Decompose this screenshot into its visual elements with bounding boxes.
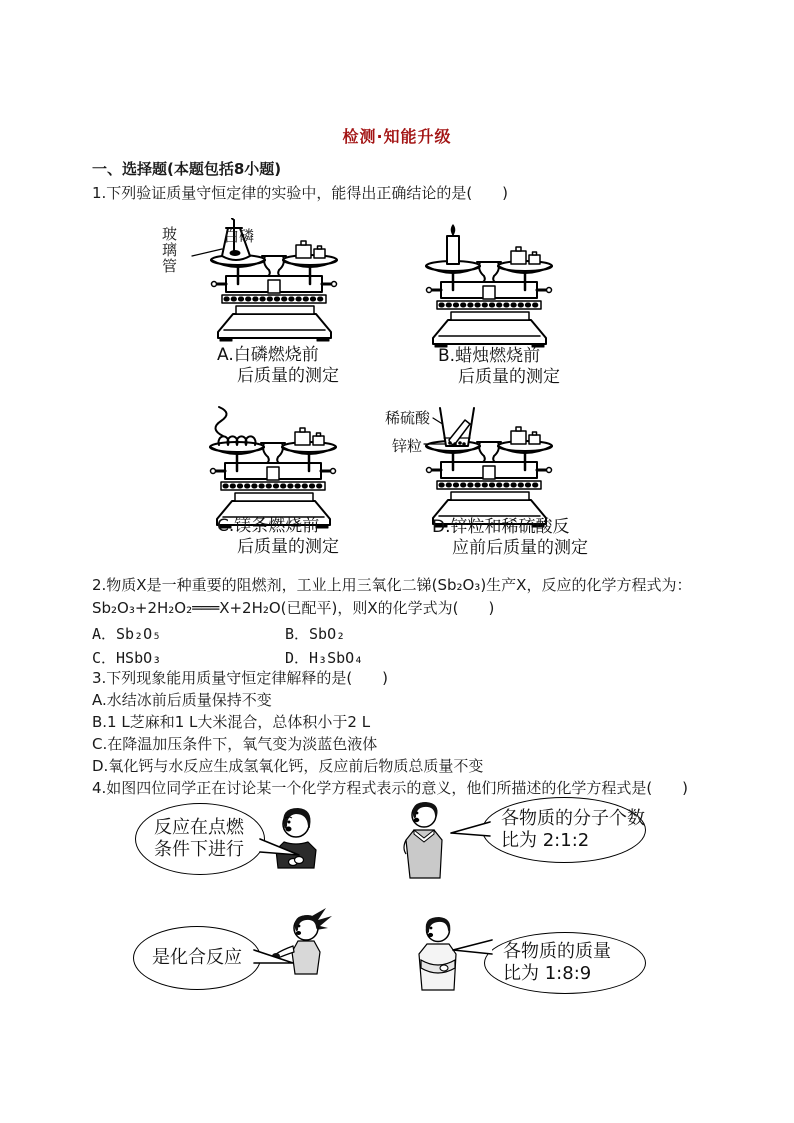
bubble-2-tail <box>450 820 492 840</box>
caption-line: A.白磷燃烧前 <box>217 345 319 365</box>
student-mouth <box>286 827 292 832</box>
glass-tube-leader-line <box>192 249 222 256</box>
bubble-4-tail <box>452 938 494 958</box>
bubble-text-line: 比为 1:8:9 <box>503 963 592 984</box>
girl-dress <box>292 941 320 974</box>
speech-bubble-3 <box>133 926 261 990</box>
caption-line: 后质量的测定 <box>458 367 560 387</box>
dilute-sulfuric-acid-label: 稀硫酸 <box>385 409 431 427</box>
student-2-illustration <box>400 800 454 896</box>
caption-line: 后质量的测定 <box>237 537 339 557</box>
student-mouth <box>296 931 301 935</box>
balance-scale-a-illustration <box>158 218 368 344</box>
candle <box>447 236 459 264</box>
white-phosphorus-label: 白磷 <box>224 227 255 245</box>
smoke-wisp <box>215 407 226 436</box>
bubble-text-line: 是化合反应 <box>152 947 242 968</box>
q1-option-d-caption <box>432 517 588 559</box>
caption-line: 后质量的测定 <box>237 366 339 386</box>
bubble-text-line: 各物质的分子个数 <box>501 808 645 829</box>
caption-line: 应前后质量的测定 <box>452 538 588 558</box>
bubble-text-line: 条件下进行 <box>154 839 244 860</box>
q3-option-c: C.在降温加压条件下，氧气变为淡蓝色液体 <box>92 735 378 753</box>
bubble-text-line: 比为 2:1:2 <box>501 830 590 851</box>
bubble-text-line: 各物质的质量 <box>503 941 611 962</box>
q1-option-b-caption <box>438 346 560 388</box>
q1-option-c-caption <box>217 516 339 558</box>
bubble-3-tail <box>252 946 296 968</box>
caption-line: C.镁条燃烧前 <box>217 516 320 536</box>
q2-option-b: B．SbO₂ <box>285 625 346 643</box>
q3-option-a: A.水结冰前后质量保持不变 <box>92 691 272 709</box>
student-mouth <box>428 933 433 937</box>
student-vest <box>406 830 442 878</box>
white-phosphorus-sample <box>230 250 241 256</box>
q2-option-c: C．HSbO₃ <box>92 649 162 667</box>
question-2-equation: Sb₂O₃+2H₂O₂═══X+2H₂O(已配平)，则X的化学式为( ) <box>92 599 495 617</box>
question-4-text: 4.如图四位同学正在讨论某一个化学方程式表示的意义，他们所描述的化学方程式是( ) <box>92 779 689 797</box>
bubble-text-line: 反应在点燃 <box>154 817 244 838</box>
glass-tube-label: 玻璃管 <box>162 225 178 275</box>
zinc-granules-label: 锌粒 <box>392 437 423 455</box>
caption-line: D.锌粒和稀硫酸反 <box>432 517 570 537</box>
speech-bubble-1 <box>135 803 265 875</box>
question-2-text: 2.物质X是一种重要的阻燃剂，工业上用三氧化二锑(Sb₂O₃)生产X，反应的化学方程式为： <box>92 576 692 594</box>
speech-bubble-4 <box>484 932 646 994</box>
speech-bubble-2 <box>482 797 646 863</box>
balance-scale-c-illustration <box>157 405 367 531</box>
student-mouth <box>414 818 420 822</box>
section-heading: 一、选择题(本题包括8小题) <box>92 160 282 178</box>
q2-option-d: D．H₃SbO₄ <box>285 649 364 667</box>
q2-option-a: A．Sb₂O₅ <box>92 625 162 643</box>
q3-option-b: B.1 L芝麻和1 L大米混合，总体积小于2 L <box>92 713 371 731</box>
page-title: 检测·知能升级 <box>342 127 452 146</box>
bubble-1-tail <box>258 836 302 858</box>
q1-option-a-caption <box>217 345 339 387</box>
question-3-text: 3.下列现象能用质量守恒定律解释的是( ) <box>92 669 389 687</box>
candle-flame <box>451 224 456 236</box>
question-1-text: 1.下列验证质量守恒定律的实验中，能得出正确结论的是( ) <box>92 184 509 202</box>
q3-option-d: D.氧化钙与水反应生成氢氧化钙，反应前后物质总质量不变 <box>92 757 484 775</box>
balance-scale-b-illustration <box>373 224 583 350</box>
student-4-illustration <box>414 916 466 1006</box>
caption-line: B.蜡烛燃烧前 <box>438 346 541 366</box>
